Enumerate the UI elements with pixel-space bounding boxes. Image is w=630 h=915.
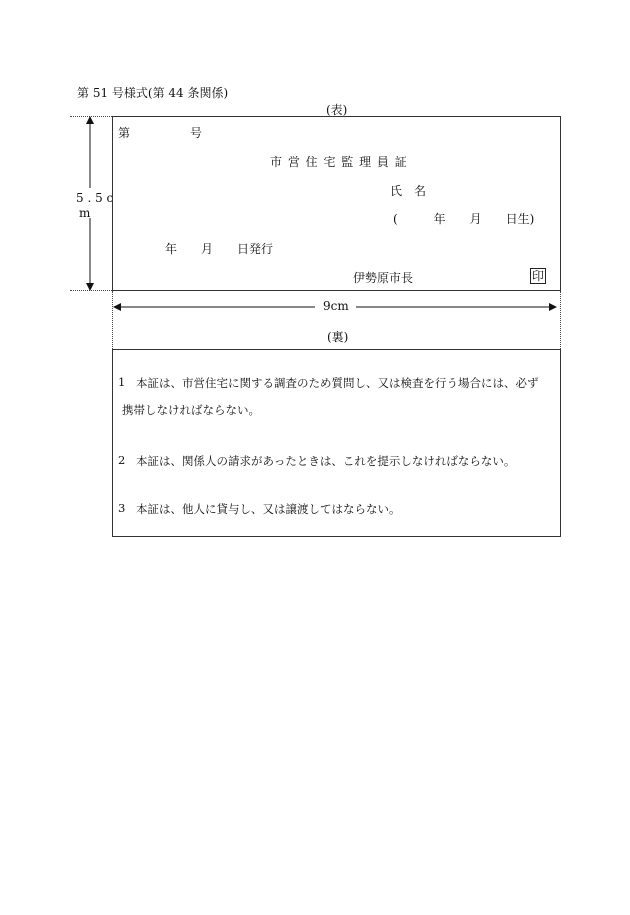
form-title: 第 51 号様式(第 44 条関係) [77,86,229,100]
date-of-birth-line: ( 年 月 日生) [393,212,535,226]
card-title: 市 営 住 宅 監 理 員 証 [270,155,408,169]
clause-1-number: 1 [118,375,126,389]
clause-2-number: 2 [118,453,126,467]
height-label-top: 5 . 5 c [76,191,114,205]
width-arrow-left-head [113,303,121,311]
width-arrow-right-head [549,303,557,311]
clause-2-text: 本証は、関係人の請求があったときは、これを提示しなければならない。 [136,454,516,468]
issue-date: 年 月 日発行 [165,242,274,256]
height-arrow-up-head [86,116,94,124]
number-suffix: 号 [190,126,203,140]
height-arrow-down-head [86,283,94,291]
height-label-bottom: m [79,206,91,220]
front-label: (表) [326,103,348,117]
issuer: 伊勢原市長 [353,271,414,285]
clause-3-number: 3 [118,501,126,515]
name-label: 氏 名 [390,184,427,198]
back-label: (裏) [327,330,349,344]
clause-1-text: 本証は、市営住宅に関する調査のため質問し、又は検査を行う場合には、必ず [136,376,539,390]
clause-3-text: 本証は、他人に貸与し、又は譲渡してはならない。 [136,502,401,516]
clause-1-text-continued: 携帯しなければならない。 [122,403,260,417]
seal-mark: 印 [532,269,545,283]
number-prefix: 第 [118,126,131,140]
width-label: 9cm [323,299,349,313]
card-front [112,116,561,291]
